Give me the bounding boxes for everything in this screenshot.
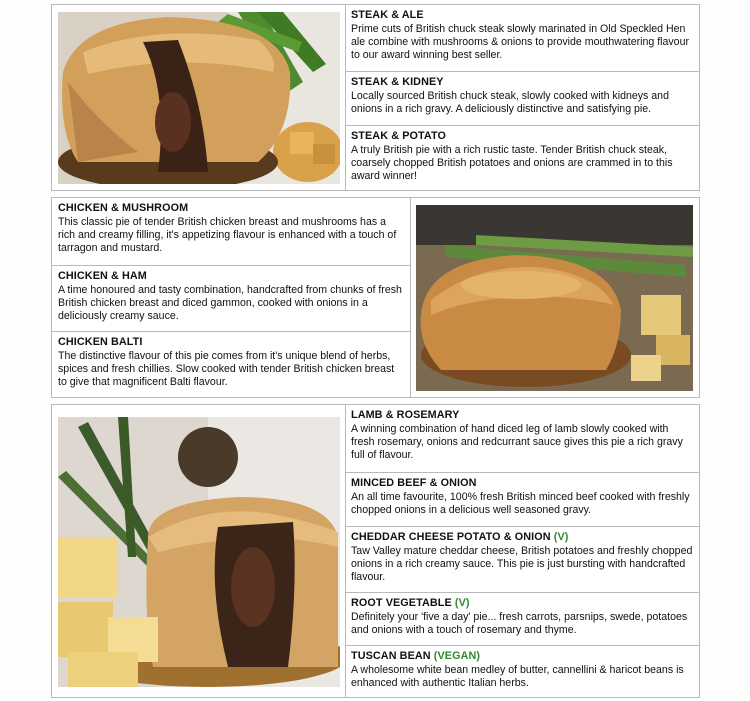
item-description: A wholesome white bean medley of butter, cannellini & haricot beans is enhanced with authentic Italian herbs. [351,664,684,689]
menu-item [345,71,699,125]
item-description: Taw Valley mature cheddar cheese, British potatoes and freshly chopped onions in a rich creamy sauce. This pie is just bursting with handcrafted flavour. [351,545,693,583]
lamb-pie-photo [58,417,340,687]
item-description: The distinctive flavour of this pie comes from it's unique blend of herbs, spices and fresh chillies. Slow cooked with tender British chicken breast to give that magnificent Balti flavour. [58,350,395,388]
item-title: ROOT VEGETABLE (V) [351,597,470,609]
vegan-tag: (VEGAN) [433,650,481,662]
section-steak [51,4,700,191]
menu-item [345,405,699,472]
item-description: A truly British pie with a rich rustic taste. Tender British chuck steak, coarsely chopped British potatoes and onions are crammed in to this award winner! [351,144,673,182]
item-title: STEAK & KIDNEY [351,76,444,88]
vegetarian-tag: (V) [553,531,569,543]
item-description: A time honoured and tasty combination, handcrafted from chunks of fresh British chicken breast and diced gammon, cooked with onions in a deliciously creamy sauce. [58,284,402,322]
item-title: STEAK & ALE [351,9,424,21]
item-title: LAMB & ROSEMARY [351,409,460,421]
section-lamb-veg [51,404,700,698]
item-description: This classic pie of tender British chicken breast and mushrooms has a rich and creamy filling, it's appetizing flavour is enhanced with a touch of tarragon and mustard. [58,216,397,254]
item-title: CHICKEN & MUSHROOM [58,202,189,214]
menu-item [52,198,410,265]
item-description: A winning combination of hand diced leg of lamb slowly cooked with fresh rosemary, onions and redcurrant sauce gives this pie a rich gravy full of flavour. [351,423,683,461]
menu-item [52,265,410,331]
menu-item [345,125,699,190]
item-title: STEAK & POTATO [351,130,446,142]
item-description: Prime cuts of British chuck steak slowly marinated in Old Speckled Hen ale combine with mushrooms & onions to provide mouthwatering flavour to our award winning best seller. [351,23,689,61]
item-title: CHICKEN & HAM [58,270,147,282]
item-title: TUSCAN BEAN (VEGAN) [351,650,481,662]
item-title: CHICKEN BALTI [58,336,143,348]
menu-item [345,592,699,645]
menu-item [345,526,699,592]
item-description: An all time favourite, 100% fresh British minced beef cooked with freshly chopped onions in a delicious well seasoned gravy. [351,491,690,516]
vegetarian-tag: (V) [454,597,470,609]
menu-item [345,5,699,71]
section-chicken [51,197,700,398]
chicken-pie-photo [416,205,693,391]
item-description: Definitely your 'five a day' pie... fresh carrots, parsnips, swede, potatoes and onions with a touch of rosemary and thyme. [351,611,688,636]
item-title: CHEDDAR CHEESE POTATO & ONION (V) [351,531,569,543]
item-title: MINCED BEEF & ONION [351,477,477,489]
steak-pie-photo [58,12,340,184]
menu-item [345,645,699,697]
item-description: Locally sourced British chuck steak, slowly cooked with kidneys and onions in a rich gravy. A deliciously distinctive and satisfying pie. [351,90,669,115]
menu-item [345,472,699,526]
menu-item [52,331,410,397]
